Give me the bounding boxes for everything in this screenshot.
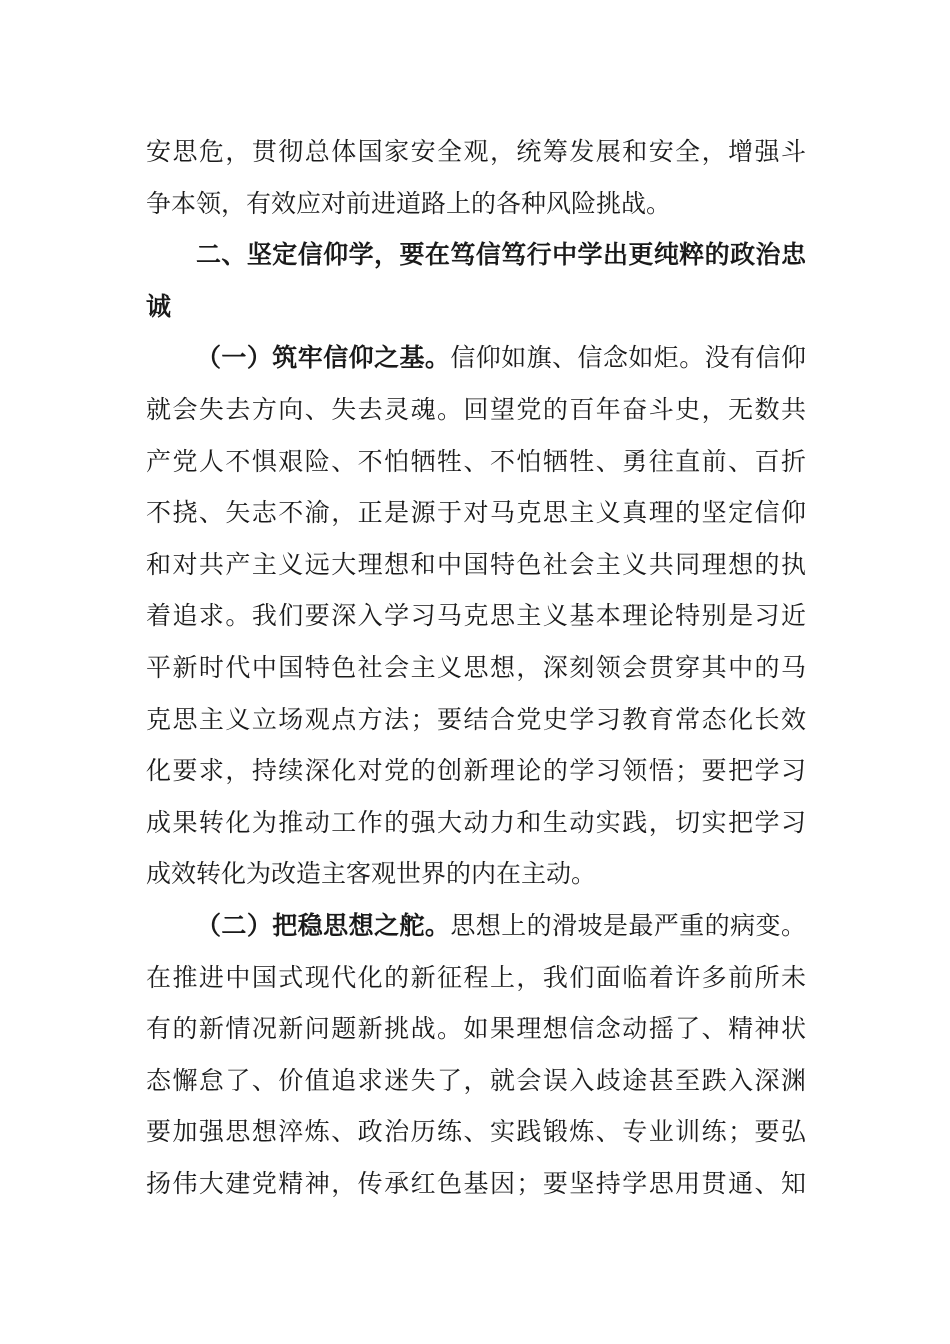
paragraph-line: 有的新情况新问题新挑战。如果理想信念动摇了、精神状 xyxy=(146,1014,806,1044)
paragraph-line: 态懈怠了、价值追求迷失了，就会误入歧途甚至跌入深渊 xyxy=(146,1065,806,1095)
sub-heading-1: （一）筑牢信仰之基。 xyxy=(196,343,451,373)
paragraph-line: 扬伟大建党精神，传承红色基因；要坚持学思用贯通、知 xyxy=(146,1168,806,1198)
section-heading: 二、坚定信仰学，要在笃信笃行中学出更纯粹的政治忠 xyxy=(196,240,806,270)
paragraph-line: 克思主义立场观点方法；要结合党史学习教育常态化长效 xyxy=(146,704,806,734)
paragraph-text: 思想上的滑坡是最严重的病变。 xyxy=(450,910,806,940)
paragraph-line: 着追求。我们要深入学习马克思主义基本理论特别是习近 xyxy=(146,601,806,631)
paragraph-text: 信仰如旗、信念如炬。没有信仰 xyxy=(450,343,806,373)
document-page xyxy=(146,126,806,1209)
sub-heading-2: （二）把稳思想之舵。 xyxy=(196,910,451,940)
paragraph-line: 化要求，持续深化对党的创新理论的学习领悟；要把学习 xyxy=(146,756,806,786)
paragraph-line: 成效转化为改造主客观世界的内在主动。 xyxy=(146,859,597,889)
paragraph-line: 争本领，有效应对前进道路上的各种风险挑战。 xyxy=(146,188,672,218)
section-heading: 诚 xyxy=(146,291,172,321)
paragraph-line xyxy=(146,332,806,384)
paragraph-line: 不挠、矢志不渝，正是源于对马克思主义真理的坚定信仰 xyxy=(146,498,806,528)
paragraph-line: 在推进中国式现代化的新征程上，我们面临着许多前所未 xyxy=(146,962,806,992)
paragraph-line: 平新时代中国特色社会主义思想，深刻领会贯穿其中的马 xyxy=(146,652,806,682)
paragraph-line: 和对共产主义远大理想和中国特色社会主义共同理想的执 xyxy=(146,549,806,579)
paragraph-line: 要加强思想淬炼、政治历练、实践锻炼、专业训练；要弘 xyxy=(146,1117,806,1147)
paragraph-line: 成果转化为推动工作的强大动力和生动实践，切实把学习 xyxy=(146,807,806,837)
paragraph-line: 就会失去方向、失去灵魂。回望党的百年奋斗史，无数共 xyxy=(146,394,806,424)
paragraph-line xyxy=(146,900,806,952)
paragraph-line: 产党人不惧艰险、不怕牺牲、不怕牺牲、勇往直前、百折 xyxy=(146,446,806,476)
paragraph-line: 安思危，贯彻总体国家安全观，统筹发展和安全，增强斗 xyxy=(146,137,806,166)
